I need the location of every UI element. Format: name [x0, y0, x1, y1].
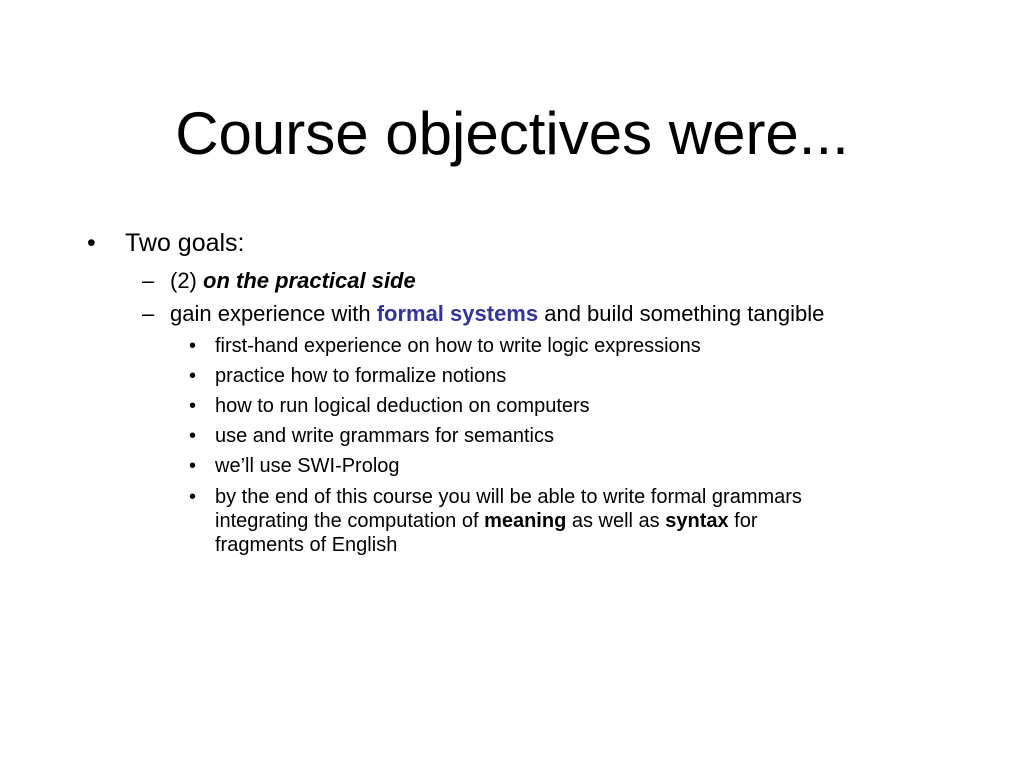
sub-bullet-prefix: gain experience with: [170, 301, 377, 326]
end-of-course-line2-prefix: integrating the computation of: [215, 510, 485, 532]
list-item-text: practice how to formalize notions: [215, 365, 507, 387]
end-of-course-line1: by the end of this course you will be able to write formal grammars: [215, 486, 802, 508]
list-item-text: [215, 485, 915, 557]
bullet-text: Two goals:: [125, 229, 245, 257]
bullet-glyph: •: [189, 455, 197, 477]
bullet-glyph: •: [189, 365, 197, 387]
syntax-bold: syntax: [665, 510, 729, 532]
dash-glyph: –: [142, 268, 155, 293]
bullet-glyph: •: [189, 335, 197, 357]
bullet-glyph: •: [189, 425, 197, 447]
list-item-text: use and write grammars for semantics: [215, 425, 555, 447]
dash-glyph: –: [142, 301, 155, 326]
bullet-glyph: •: [189, 486, 197, 508]
formal-systems-highlight: formal systems: [376, 301, 539, 326]
sub-bullet-suffix: and build something tangible: [538, 301, 825, 326]
slide-title: Course objectives were...: [175, 100, 849, 167]
list-item-text: how to run logical deduction on computers: [215, 395, 590, 417]
bullet-glyph: •: [189, 395, 197, 417]
end-of-course-line2-suffix: for: [728, 510, 758, 532]
end-of-course-line3: fragments of English: [215, 534, 398, 556]
list-item-text: we’ll use SWI-Prolog: [215, 455, 400, 477]
sub-bullet-text: [170, 301, 824, 327]
sub-bullet-text: [170, 268, 416, 294]
bullet-glyph: •: [87, 229, 96, 257]
end-of-course-line2-mid: as well as: [566, 510, 666, 532]
meaning-bold: meaning: [484, 510, 567, 532]
sub-bullet-prefix: (2): [170, 268, 203, 293]
practical-side-emphasis: on the practical side: [203, 268, 416, 293]
list-item-text: first-hand experience on how to write logic expressions: [215, 335, 701, 357]
